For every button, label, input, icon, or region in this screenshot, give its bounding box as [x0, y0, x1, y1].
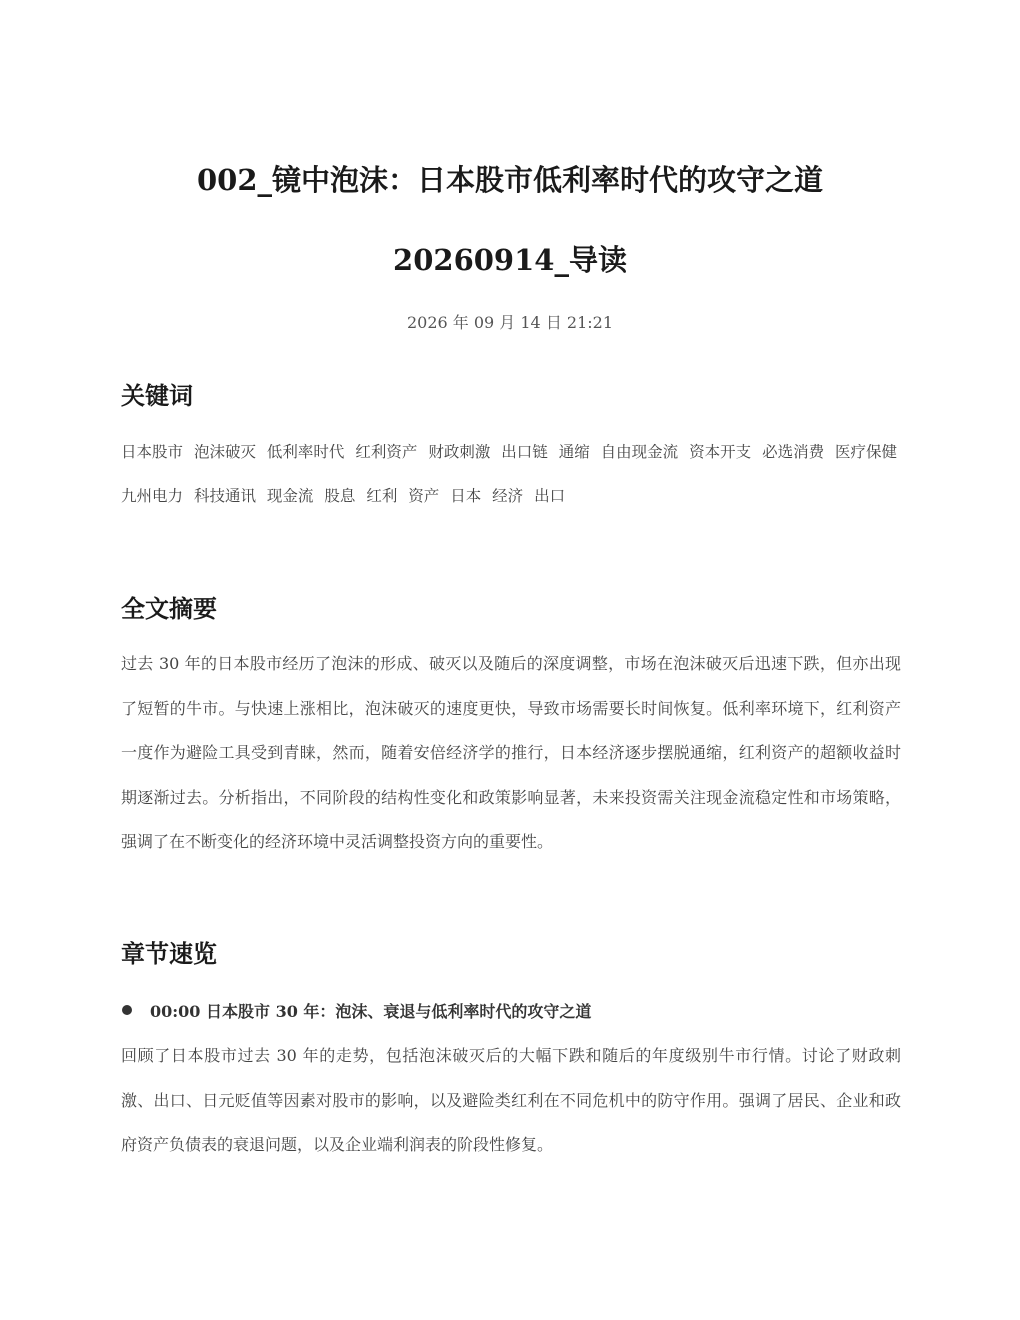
chapter-item — [121, 994, 899, 1026]
keyword: 通缩 — [558, 443, 590, 461]
keyword: 出口链 — [501, 443, 548, 461]
chapters-heading: 章节速览 — [121, 940, 217, 968]
keyword: 红利 — [366, 487, 398, 505]
keyword: 日本 — [450, 487, 482, 505]
keyword: 低利率时代 — [266, 443, 345, 461]
keyword: 泡沫破灭 — [193, 443, 256, 461]
keyword: 经济 — [492, 487, 524, 505]
document-title: 002_镜中泡沫：日本股市低利率时代的攻守之道 20260914_导读 — [196, 163, 824, 277]
chapter-summary-text: 回顾了日本股市过去 30 年的走势，包括泡沫破灭后的大幅下跌和随后的年度级别牛市行情。讨论了财政刺激、出口、日元贬值等因素对股市的影响，以及避险类红利在不同危机中的防守作用。强调了居民、企业和政府资产负债表的衰退问题，以及企业端利润表的阶段性修复。 — [121, 1046, 901, 1154]
summary-text: 过去 30 年的日本股市经历了泡沫的形成、破灭以及随后的深度调整，市场在泡沫破灭后迅速下跌，但亦出现了短暂的牛市。与快速上涨相比，泡沫破灭的速度更快，导致市场需要长时间恢复。低利率环境下，红利资产一度作为避险工具受到青睐，然而，随着安倍经济学的推行，日本经济逐步摆脱通缩，红利资产的超额收益时期逐渐过去。分析指出，不同阶段的结构性变化和政策影响显著，未来投资需关注现金流稳定性和市场策略，强调了在不断变化的经济环境中灵活调整投资方向的重要性。 — [121, 654, 901, 851]
document-date: 2026 年 09 月 14 日 21:21 — [406, 313, 614, 332]
keyword: 科技通讯 — [193, 487, 256, 505]
chapter-title: 00:00 日本股市 30 年：泡沫、衰退与低利率时代的攻守之道 — [150, 1001, 592, 1021]
keyword: 现金流 — [266, 487, 314, 505]
keyword: 红利资产 — [355, 443, 418, 461]
keyword: 必选消费 — [762, 443, 825, 461]
keywords-list — [121, 430, 911, 518]
keyword: 资产 — [408, 487, 440, 505]
keyword: 医疗保健 — [835, 443, 898, 461]
keyword: 资本开支 — [689, 443, 752, 461]
bullet-icon — [122, 1005, 132, 1015]
keyword: 日本股市 — [121, 443, 184, 461]
keyword: 财政刺激 — [428, 443, 491, 461]
keyword: 九州电力 — [121, 487, 184, 505]
keywords-heading: 关键词 — [121, 382, 193, 410]
summary-heading: 全文摘要 — [121, 595, 217, 623]
keyword: 自由现金流 — [600, 443, 679, 461]
keyword: 出口 — [534, 487, 566, 505]
keyword: 股息 — [324, 487, 356, 505]
